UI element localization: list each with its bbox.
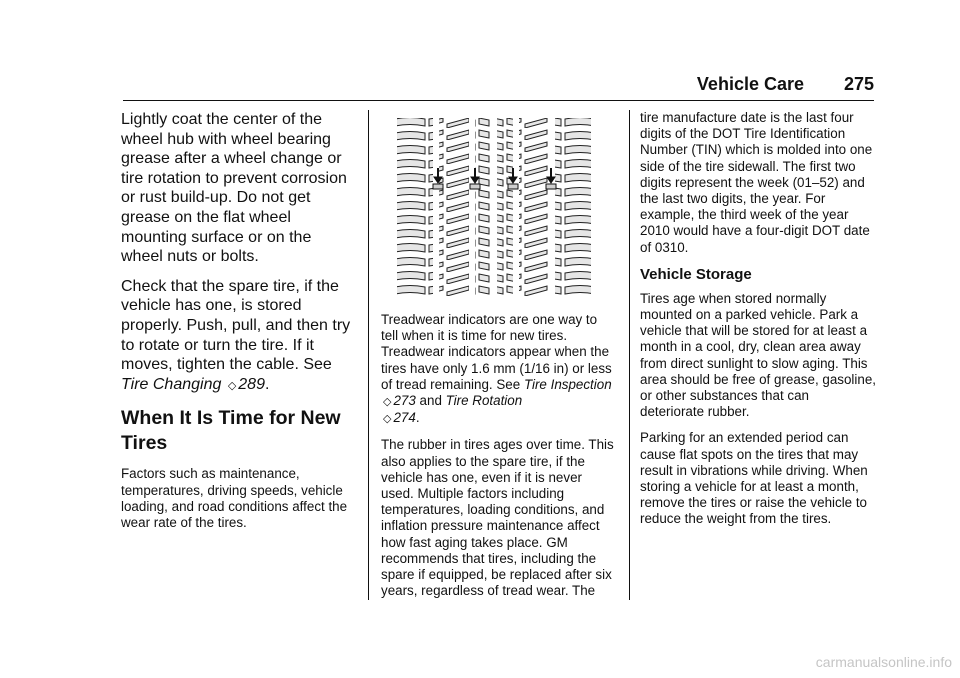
paragraph-flat-spots: Parking for an extended period can cause flat spots on the tires that may result in vibrations while driving. When storing a vehicle for at least a month, remove the tires or raise the vehicle to reduce the weight from the tires. xyxy=(640,430,868,527)
paragraph-wheel-hub: Lightly coat the center of the wheel hub with wheel bearing grease after a wheel change or tire rotation to prevent corrosion or rust build-up. Do not get grease on the flat wheel mounting surface or on the wheel nuts or bolts. xyxy=(121,111,347,266)
watermark: carmanualsonline.info xyxy=(815,654,952,670)
link-page-273[interactable]: 273 xyxy=(393,393,416,409)
link-tire-changing[interactable]: Tire Changing xyxy=(121,375,222,393)
page-ref-icon: ◇ xyxy=(383,413,392,426)
link-tire-rotation[interactable]: Tire Rotation xyxy=(445,393,523,409)
column-3 xyxy=(640,110,876,538)
section-title: Vehicle Care xyxy=(696,74,804,94)
heading-vehicle-storage: Vehicle Storage xyxy=(640,265,752,283)
column-divider xyxy=(368,110,369,600)
link-page-274[interactable]: 274 xyxy=(393,410,416,426)
header-rule xyxy=(123,100,874,101)
paragraph-treadwear-indicators: Treadwear indicators are one way to tell when it is time for new tires. Treadwear indicators appear when the tires have only 1.6 mm (1/16 in) or less of tread remaining. See Tire Inspection ◇ 273 and Tire Rotation ◇ 274. xyxy=(381,312,612,426)
paragraph-dot-date: tire manufacture date is the last four digits of the DOT Tire Identification Number (TIN) which is molded into one side of the tire sidewall. The first two digits represent the week (01–52) and the last two digits, the year. For example, the third week of the year 2010 would have a four-digit DOT date of 0310. xyxy=(640,110,873,255)
column-divider xyxy=(629,110,630,600)
paragraph-spare-tire: Check that the spare tire, if the vehicle has one, is stored properly. Push, pull, and then try to rotate or turn the tire. If it moves, tighten the cable. See Tire Changing ◇ 289. xyxy=(121,277,351,393)
link-tire-inspection[interactable]: Tire Inspection xyxy=(523,376,612,392)
treadwear-indicator-illustration xyxy=(393,116,613,298)
link-page-289[interactable]: 289 xyxy=(238,375,265,393)
paragraph-wear-factors: Factors such as maintenance, temperatures, driving speeds, vehicle loading, and road conditions affect the wear rate of the tires. xyxy=(121,466,348,530)
page-header xyxy=(123,74,874,98)
heading-new-tires: When It Is Time for New Tires xyxy=(121,407,341,455)
paragraph-rubber-aging: The rubber in tires ages over time. This also applies to the spare tire, if the vehicle has one, even if it is never used. Multiple factors including temperatures, loading conditions, and inflation pressure maintenance affect how fast aging takes place. GM recommends that tires, including the spare if equipped, be replaced after six years, regardless of tread wear. The xyxy=(381,437,614,599)
column-2 xyxy=(381,116,617,609)
page-ref-icon: ◇ xyxy=(383,396,392,409)
paragraph-storage-aging: Tires age when stored normally mounted on a parked vehicle. Park a vehicle that will be stored for at least a month in a cool, dry, clean area away from direct sunlight to slow aging. This area should be free of grease, gasoline, or other substances that can deteriorate rubber. xyxy=(640,290,876,420)
page-ref-icon: ◇ xyxy=(227,379,237,392)
page-number: 275 xyxy=(843,74,874,94)
column-1 xyxy=(121,110,357,541)
